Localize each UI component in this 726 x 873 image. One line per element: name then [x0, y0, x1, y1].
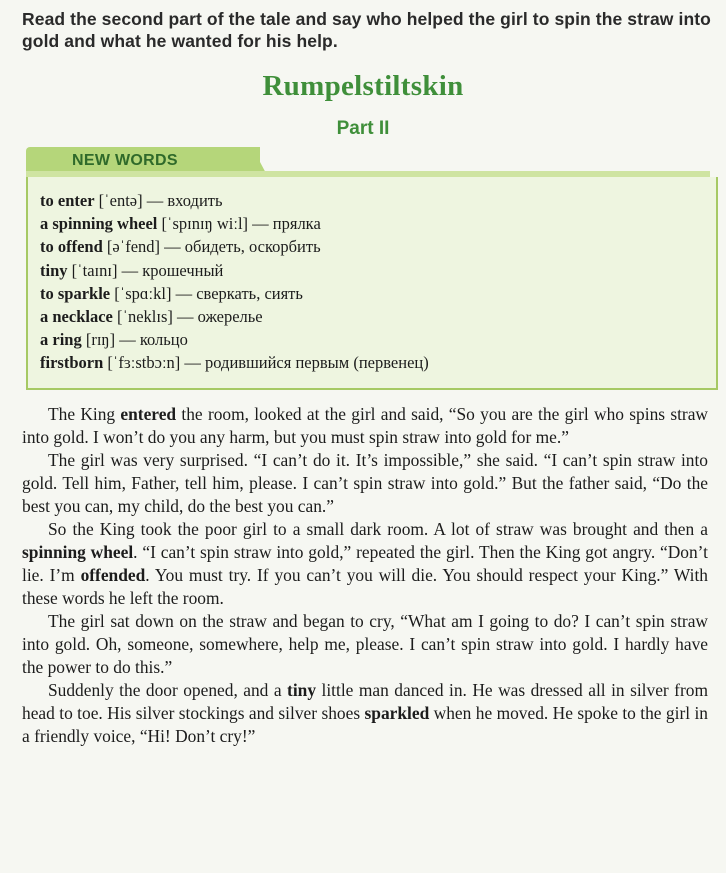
vocab-item-tiny: [40, 259, 708, 282]
vocab-word: a necklace: [40, 307, 113, 327]
highlighted-word: spinning wheel: [22, 542, 134, 562]
task-instruction: Read the second part of the tale and say who helped the girl to spin the straw into gold and what he wanted for his help.: [22, 9, 711, 51]
new-words-box: [26, 147, 710, 380]
vocab-translation: [ˈentə] — входить: [94, 191, 223, 210]
highlighted-word: tiny: [287, 680, 317, 700]
story-paragraph-5: [22, 679, 708, 748]
vocab-item-ring: [40, 328, 708, 351]
vocab-word: firstborn: [40, 353, 104, 373]
story-paragraph-2: The girl was very surprised. “I can’t do it. It’s impossible,” she said. “I can’t spin straw into gold. Tell him, Father, tell him, please. I can’t spin straw into gold.” But the father said, “Do the best you can, my child, do the best you can.”: [22, 450, 708, 516]
story-paragraph-4: The girl sat down on the straw and began to cry, “What am I going to do? I can’t spin straw into gold. Oh, someone, somewhere, help me, please. I can’t spin straw into gold. I hardly have the power to do this.”: [22, 611, 708, 677]
vocab-translation: [əˈfend] — обидеть, оскорбить: [102, 237, 321, 257]
story-text: [22, 403, 708, 748]
vocab-word: to enter: [40, 191, 95, 210]
part-heading: Part II: [336, 118, 390, 139]
vocab-translation: [ˈfɜːstbɔːn] — родившийся первым (первенец): [103, 353, 429, 373]
vocab-word: a ring: [40, 330, 82, 350]
text-run: little man danced in. He was dressed all in silver from head to toe. His silver stockings and silver shoes: [22, 680, 708, 723]
story-paragraph-3: [22, 518, 708, 610]
vocab-translation: [ˈspɪnɪŋ wiːl] — прялка: [157, 214, 321, 234]
text-run: The King: [48, 404, 121, 424]
text-run: . “I can’t spin straw into gold,” repeated the girl. Then the King got angry. “Don’t lie. I’m: [22, 542, 708, 585]
vocab-item-enter: [40, 189, 708, 212]
highlighted-word: sparkled: [364, 703, 430, 723]
text-run: . You must try. If you can’t you will die. You should respect your King.” With these words he left the room.: [22, 565, 708, 608]
vocab-item-sparkle: [40, 282, 708, 305]
vocab-item-spinning-wheel: [40, 212, 708, 235]
text-run: Suddenly the door opened, and a: [48, 680, 288, 700]
vocab-item-offend: [40, 235, 708, 258]
vocab-translation: [rɪŋ] — кольцо: [81, 330, 188, 350]
story-title: Rumpelstiltskin: [262, 70, 464, 102]
text-run: the room, looked at the girl and said, “So you are the girl who spins straw into gold. I won’t do you any harm, but you must spin straw into gold for me.”: [22, 404, 708, 447]
vocab-item-necklace: [40, 305, 708, 328]
new-words-list: [26, 177, 718, 390]
vocab-word: to sparkle: [40, 283, 111, 303]
text-run: So the King took the poor girl to a small dark room. A lot of straw was brought and then a: [48, 519, 708, 539]
story-paragraph-1: [22, 403, 708, 449]
vocab-word: to offend: [40, 237, 103, 257]
new-words-heading: NEW WORDS: [72, 152, 178, 169]
vocab-word: a spinning wheel: [40, 214, 158, 234]
highlighted-word: offended: [80, 565, 146, 585]
vocab-word: tiny: [40, 260, 68, 280]
vocab-item-firstborn: [40, 351, 708, 374]
vocab-translation: [ˈspɑːkl] — сверкать, сиять: [110, 283, 303, 303]
text-run: when he moved. He spoke to the girl in a friendly voice, “Hi! Don’t cry!”: [22, 703, 708, 746]
vocab-translation: [ˈtaɪnɪ] — крошечный: [67, 260, 224, 280]
vocab-translation: [ˈneklɪs] — ожерелье: [112, 307, 263, 327]
highlighted-word: entered: [120, 404, 177, 424]
